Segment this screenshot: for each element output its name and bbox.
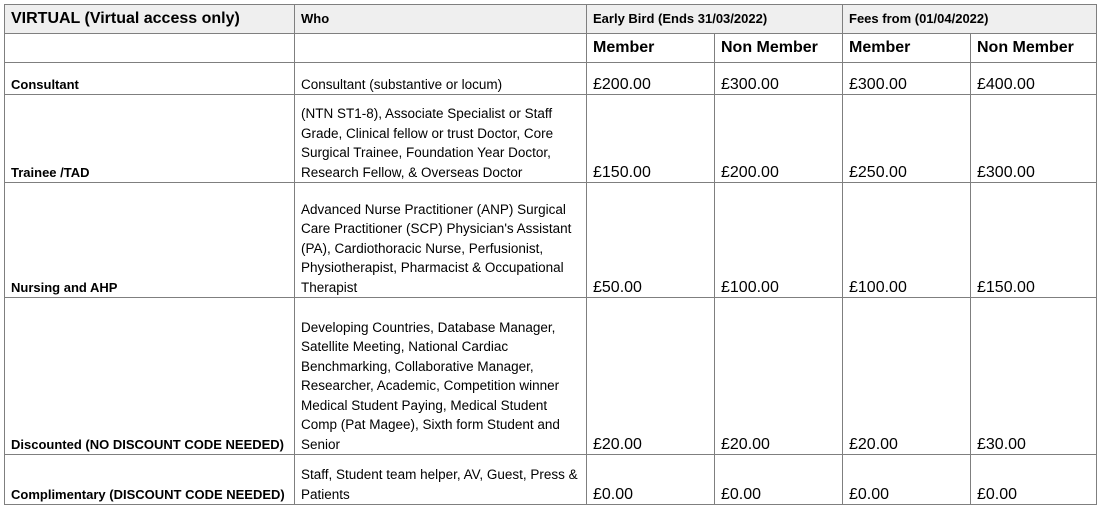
table-row bbox=[5, 298, 1097, 455]
table-row bbox=[5, 183, 1097, 298]
early-bird-member-fee: £200.00 bbox=[587, 63, 715, 95]
early-bird-member-fee: £20.00 bbox=[587, 298, 715, 455]
early-bird-non-member-header: Non Member bbox=[715, 34, 843, 63]
early-bird-non-member-fee: £200.00 bbox=[715, 95, 843, 183]
early-bird-member-header: Member bbox=[587, 34, 715, 63]
early-bird-non-member-fee: £100.00 bbox=[715, 183, 843, 298]
who-cell: Developing Countries, Database Manager, Satellite Meeting, National Cardiac Benchmarking, Collaborative Manager, Researcher, Academic, Competition winner Medical Student Paying, Medical Student Comp (Pat Magee), Sixth form Student and Senior bbox=[295, 298, 587, 455]
table-row bbox=[5, 455, 1097, 505]
fees-from-member-fee: £20.00 bbox=[843, 298, 971, 455]
fees-from-non-member-fee: £0.00 bbox=[971, 455, 1097, 505]
who-cell: Consultant (substantive or locum) bbox=[295, 63, 587, 95]
early-bird-header: Early Bird (Ends 31/03/2022) bbox=[587, 5, 843, 34]
who-header: Who bbox=[295, 5, 587, 34]
table-title: VIRTUAL (Virtual access only) bbox=[5, 5, 295, 34]
fees-from-member-header: Member bbox=[843, 34, 971, 63]
fees-from-member-fee: £100.00 bbox=[843, 183, 971, 298]
fees-from-non-member-fee: £400.00 bbox=[971, 63, 1097, 95]
category-cell: Consultant bbox=[5, 63, 295, 95]
who-cell: Advanced Nurse Practitioner (ANP) Surgical Care Practitioner (SCP) Physician's Assistant (PA), Cardiothoracic Nurse, Perfusionist, Physiotherapist, Pharmacist & Occupational Therapist bbox=[295, 183, 587, 298]
early-bird-member-fee: £150.00 bbox=[587, 95, 715, 183]
empty-cell bbox=[5, 34, 295, 63]
category-cell: Trainee /TAD bbox=[5, 95, 295, 183]
early-bird-member-fee: £0.00 bbox=[587, 455, 715, 505]
fees-from-member-fee: £250.00 bbox=[843, 95, 971, 183]
empty-cell bbox=[295, 34, 587, 63]
subheader-row bbox=[5, 34, 1097, 63]
who-cell: Staff, Student team helper, AV, Guest, Press & Patients bbox=[295, 455, 587, 505]
fees-from-non-member-fee: £300.00 bbox=[971, 95, 1097, 183]
fees-from-non-member-fee: £30.00 bbox=[971, 298, 1097, 455]
fees-from-non-member-fee: £150.00 bbox=[971, 183, 1097, 298]
fees-table-container bbox=[4, 4, 1097, 505]
early-bird-member-fee: £50.00 bbox=[587, 183, 715, 298]
early-bird-non-member-fee: £20.00 bbox=[715, 298, 843, 455]
table-row bbox=[5, 63, 1097, 95]
fees-from-member-fee: £0.00 bbox=[843, 455, 971, 505]
early-bird-non-member-fee: £300.00 bbox=[715, 63, 843, 95]
fees-table bbox=[4, 4, 1097, 505]
fees-from-non-member-header: Non Member bbox=[971, 34, 1097, 63]
category-cell: Nursing and AHP bbox=[5, 183, 295, 298]
fees-from-member-fee: £300.00 bbox=[843, 63, 971, 95]
header-row bbox=[5, 5, 1097, 34]
category-cell: Complimentary (DISCOUNT CODE NEEDED) bbox=[5, 455, 295, 505]
table-row bbox=[5, 95, 1097, 183]
who-cell: (NTN ST1-8), Associate Specialist or Staff Grade, Clinical fellow or trust Doctor, Core Surgical Trainee, Foundation Year Doctor, Research Fellow, & Overseas Doctor bbox=[295, 95, 587, 183]
fees-from-header: Fees from (01/04/2022) bbox=[843, 5, 1097, 34]
category-cell: Discounted (NO DISCOUNT CODE NEEDED) bbox=[5, 298, 295, 455]
early-bird-non-member-fee: £0.00 bbox=[715, 455, 843, 505]
